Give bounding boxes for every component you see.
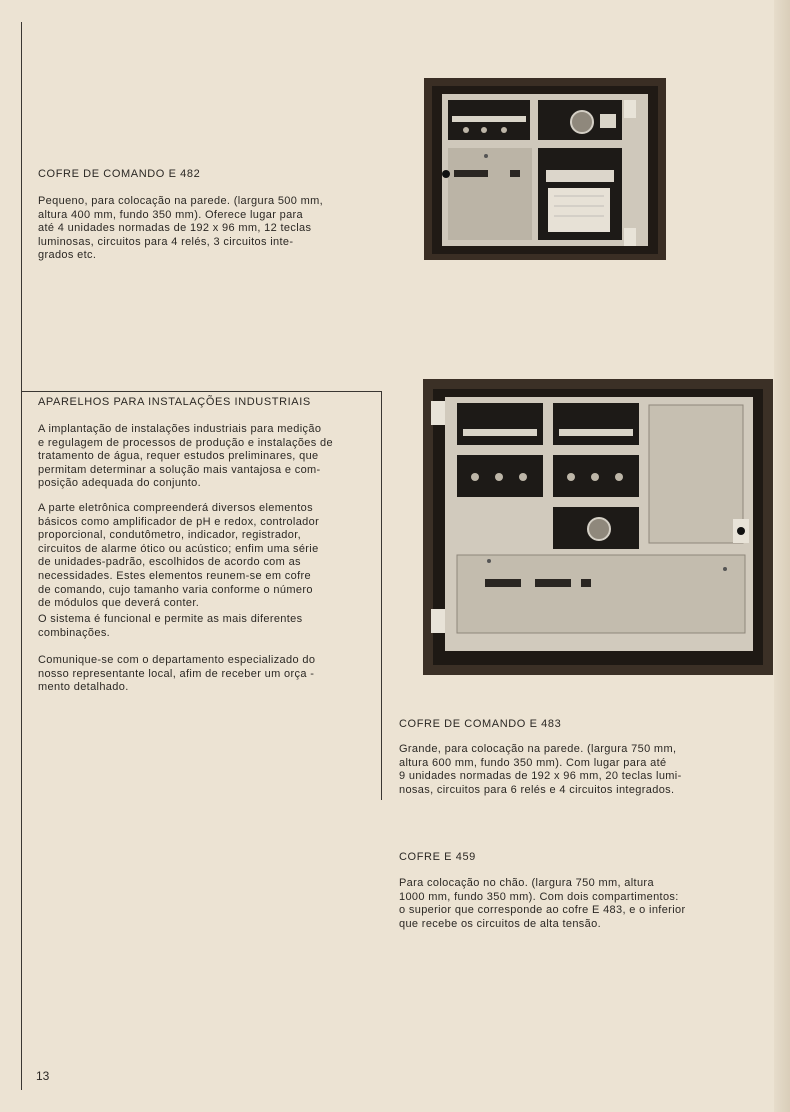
cabinet-e483-photo — [423, 379, 773, 675]
page-edge — [774, 0, 790, 1112]
section-divider-rule — [21, 391, 382, 392]
page-number: 13 — [36, 1069, 50, 1083]
industrial-paragraph-2: A parte eletrônica compreenderá diversos elementos básicos como amplificador de pH e redox, controlador proporcional, condutômetro, indicador, registrador, circuitos de alarme ótico ou acústico; enfim uma série de unidades-padrão, escolhidos de acordo com as necessidades. Estes elementos reunem-se em cofre de comando, cujo tamanho varia conforme o número de módulos que deverá conter. — [38, 502, 320, 610]
e459-title: COFRE E 459 — [399, 851, 476, 863]
column-divider-rule — [381, 391, 382, 800]
left-margin-rule — [21, 22, 22, 1090]
industrial-title: APARELHOS PARA INSTALAÇÕES INDUSTRIAIS — [38, 396, 311, 408]
e483-title: COFRE DE COMANDO E 483 — [399, 718, 562, 730]
industrial-paragraph-1: A implantação de instalações industriais para medição e regulagem de processos de produção e instalações de tratamento de água, requer estudos preliminares, que permitam determinar a solução mais vantajosa e com- posição adequada do conjunto. — [38, 423, 333, 490]
e483-description: Grande, para colocação na parede. (largura 750 mm, altura 600 mm, fundo 350 mm). Com lugar para até 9 unidades normadas de 192 x 96 mm, 20 teclas lumi- nosas, circuitos para 6 relés e 4 circuitos integrados. — [399, 743, 682, 796]
e482-title: COFRE DE COMANDO E 482 — [38, 168, 201, 180]
cabinet-e482-photo — [424, 78, 666, 260]
e482-description: Pequeno, para colocação na parede. (largura 500 mm, altura 400 mm, fundo 350 mm). Oferece lugar para até 4 unidades normadas de 192 x 96 mm, 12 teclas luminosas, circuitos para 4 relés, 3 circuitos inte- grados etc. — [38, 195, 324, 262]
industrial-paragraph-3: O sistema é funcional e permite as mais diferentes combinações. — [38, 613, 303, 639]
e459-description: Para colocação no chão. (largura 750 mm, altura 1000 mm, fundo 350 mm). Com dois compartimentos: o superior que corresponde ao cofre E 483, e o inferior que recebe os circuitos de alta tensão. — [399, 877, 686, 930]
industrial-paragraph-4: Comunique-se com o departamento especializado do nosso representante local, afim de receber um orça - mento detalhado. — [38, 654, 316, 694]
